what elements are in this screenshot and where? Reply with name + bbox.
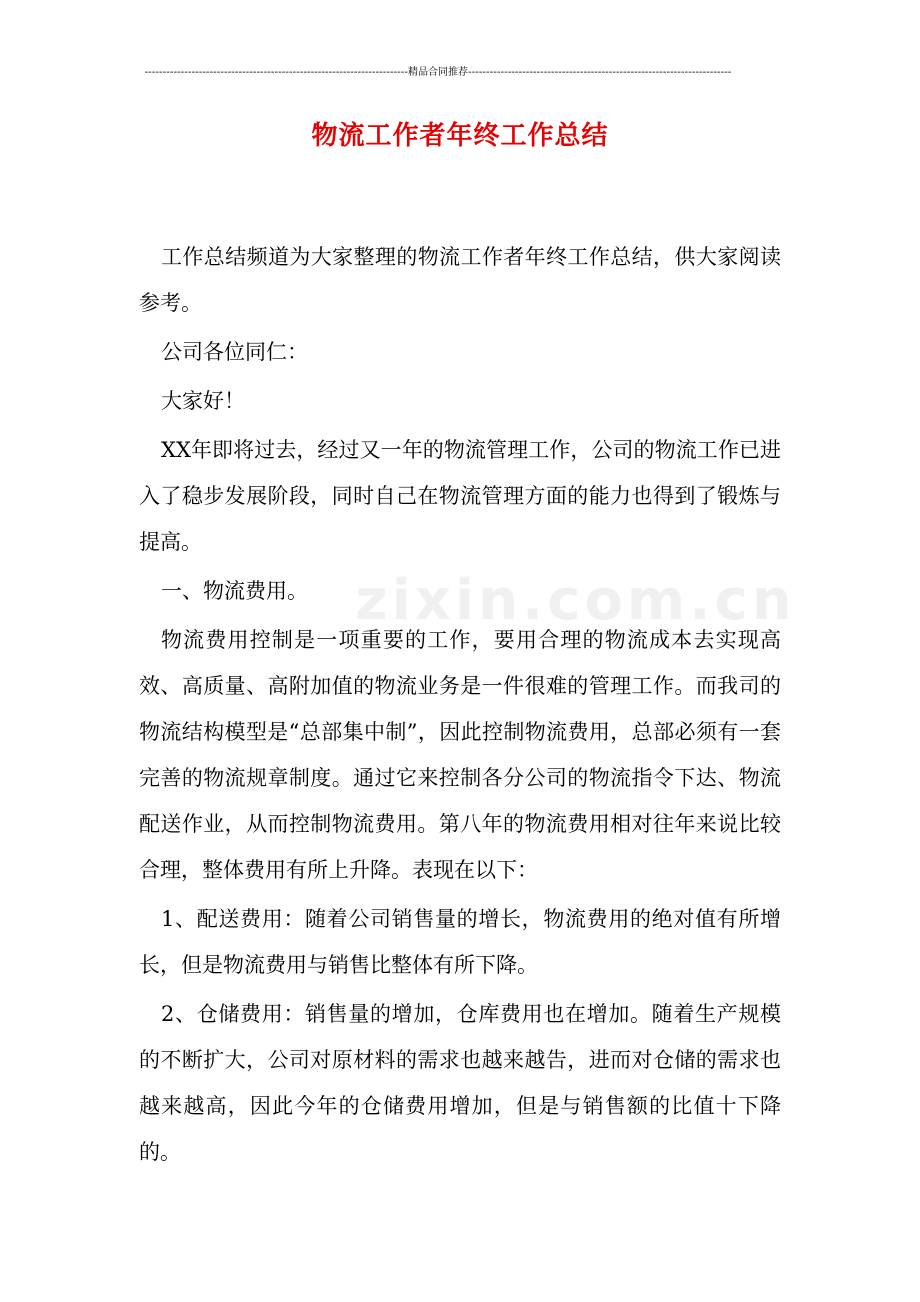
paragraph: 工作总结频道为大家整理的物流工作者年终工作总结，供大家阅读参考。	[139, 245, 781, 315]
paragraph: 2、仓储费用：销售量的增加，仓库费用也在增加。随着生产规模的不断扩大，公司对原材料的需求也越来越告，进而对仓储的需求也越来越高，因此今年的仓储费用增加，但是与销售额的比值十下降的。	[139, 1002, 781, 1164]
document-body	[139, 234, 781, 1178]
document-title: 物流工作者年终工作总结	[311, 121, 609, 151]
paragraph: 物流费用控制是一项重要的工作，要用合理的物流成本去实现高效、高质量、高附加值的物流业务是一件很难的管理工作。而我司的物流结构模型是“总部集中制”，因此控制物流费用，总部必须有一套完善的物流规章制度。通过它来控制各分公司的物流指令下达、物流配送作业，从而控制物流费用。第八年的物流费用相对往年来说比较合理，整体费用有所上升降。表现在以下：	[139, 628, 781, 882]
paragraph: 1、配送费用：随着公司销售量的增长，物流费用的绝对值有所增长，但是物流费用与销售比整体有所下降。	[139, 907, 781, 977]
header-line	[138, 66, 738, 80]
header-dashes-left: -------------------------------------------------------------------------	[144, 67, 408, 78]
paragraph: 大家好！	[161, 389, 245, 413]
paragraph: 一、物流费用。	[161, 579, 308, 603]
paragraph: 公司各位同仁：	[161, 340, 308, 364]
header-dashes-right: -------------------------------------------------------------------------	[468, 67, 732, 78]
watermark: zixin.com.cn	[355, 568, 796, 633]
header-label: 精品合同推荐	[408, 67, 468, 78]
paragraph: XX年即将过去，经过又一年的物流管理工作，公司的物流工作已进入了稳步发展阶段，同时自己在物流管理方面的能力也得到了锻炼与提高。	[139, 438, 781, 554]
